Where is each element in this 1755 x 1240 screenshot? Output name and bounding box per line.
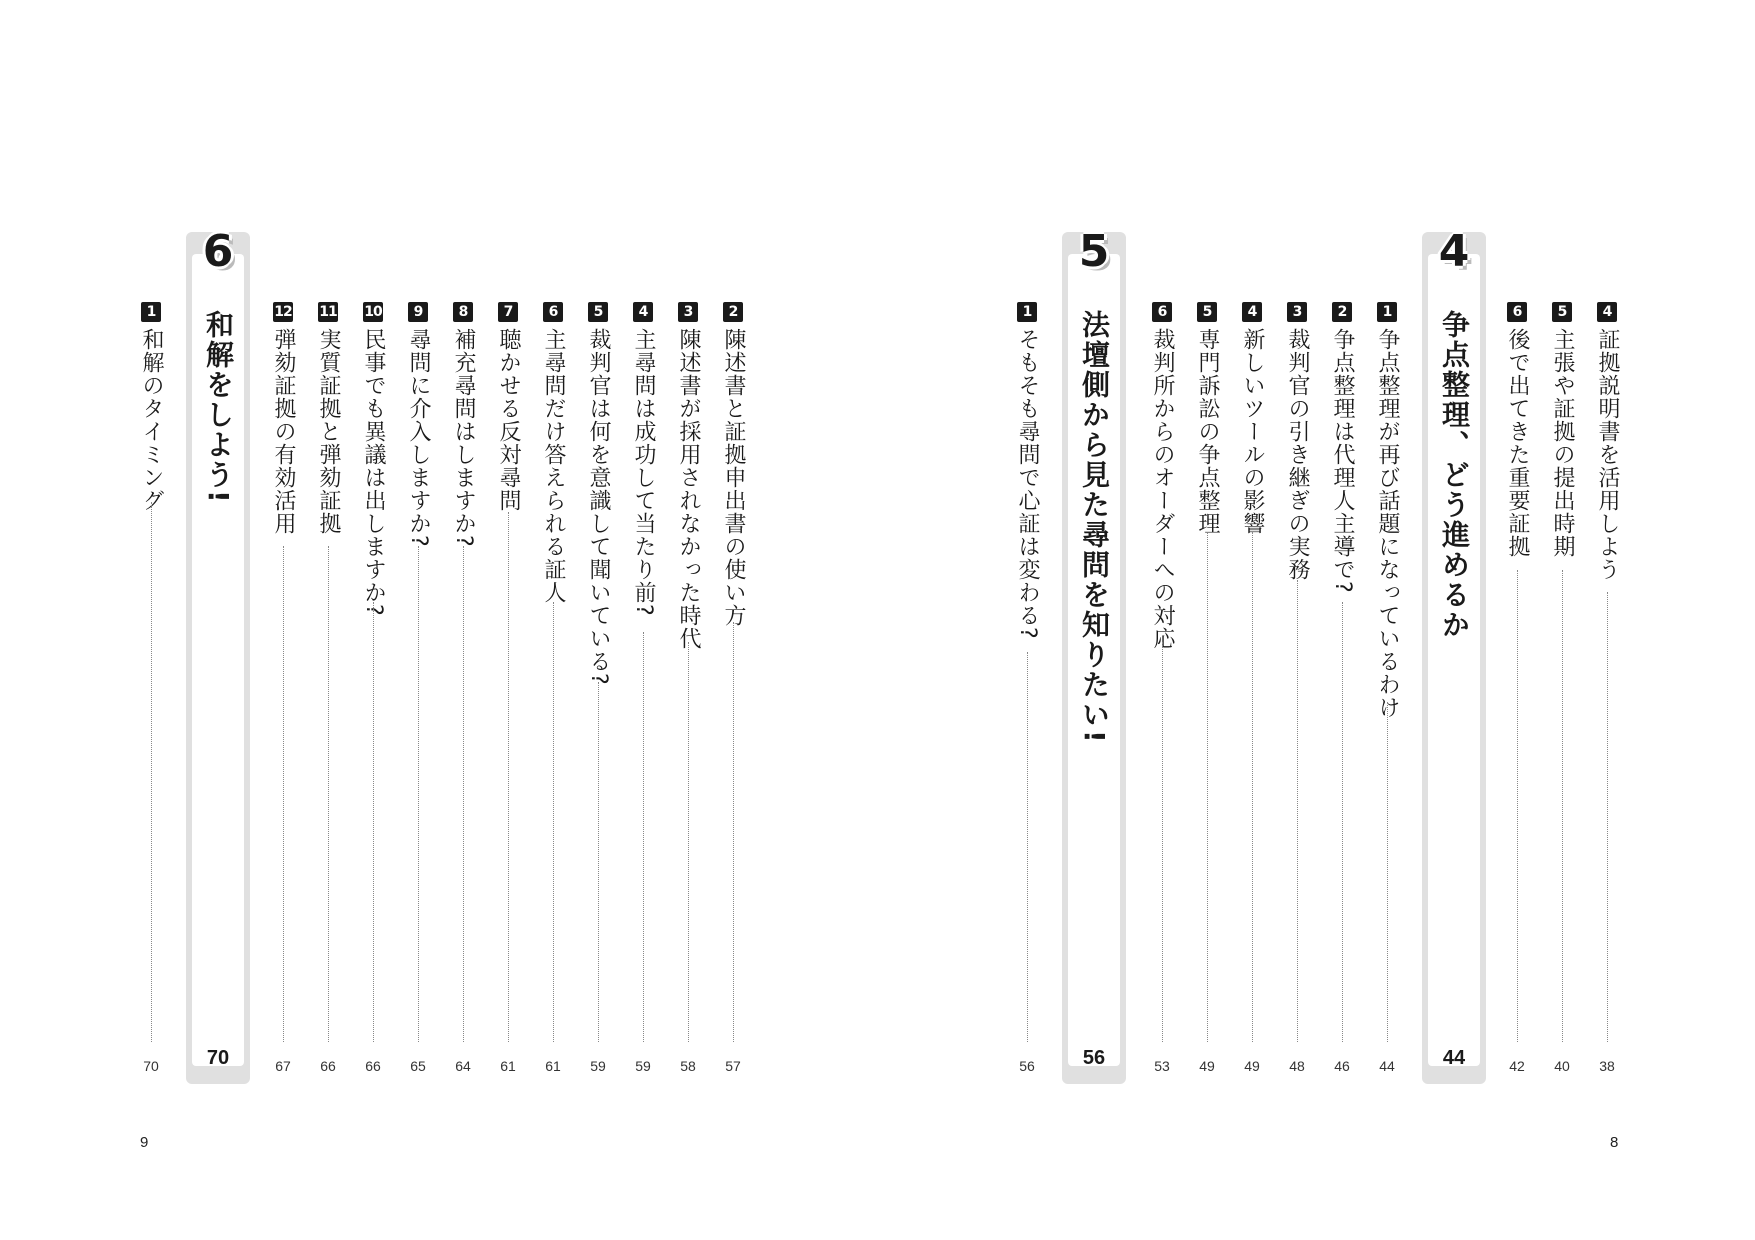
toc-entry-page: 44 — [1379, 1058, 1395, 1074]
dot-leader — [598, 682, 599, 1042]
dot-leader — [1027, 652, 1028, 1042]
toc-entry-title: 新しいツールの影響 — [1240, 328, 1265, 535]
dot-leader — [1517, 570, 1518, 1042]
toc-entry[interactable] — [578, 302, 618, 1082]
toc-entry[interactable] — [308, 302, 348, 1082]
toc-entry-page: 59 — [635, 1058, 651, 1074]
toc-entry-title: 和解のタイミング — [139, 328, 164, 512]
dot-leader — [733, 622, 734, 1042]
item-number-badge: 7 — [498, 302, 518, 322]
toc-entry-title: 後で出てきた重要証拠 — [1505, 328, 1530, 558]
toc-entry[interactable] — [1187, 302, 1227, 1082]
item-number-badge: 12 — [274, 304, 292, 320]
item-number-badge: 1 — [1017, 302, 1037, 322]
toc-entry-page: 42 — [1509, 1058, 1525, 1074]
toc-entry-title: 弾劾証拠の有効活用 — [271, 328, 296, 535]
toc-entry-page: 66 — [320, 1058, 336, 1074]
dot-leader — [1297, 580, 1298, 1042]
toc-entry-page: 48 — [1289, 1058, 1305, 1074]
dot-leader — [1342, 602, 1343, 1042]
chapter-5-tab[interactable] — [1062, 226, 1126, 1084]
item-number-badge: 3 — [678, 302, 698, 322]
toc-entry-page: 65 — [410, 1058, 426, 1074]
toc-entry-page: 66 — [365, 1058, 381, 1074]
item-number-badge: 8 — [453, 302, 473, 322]
chapter-6-tab[interactable] — [186, 226, 250, 1084]
toc-entry[interactable] — [488, 302, 528, 1082]
item-number-badge: 6 — [1507, 302, 1527, 322]
dot-leader — [283, 546, 284, 1042]
toc-entry-title: 主尋問だけ答えられる証人 — [541, 328, 566, 604]
toc-entry[interactable] — [623, 302, 663, 1082]
toc-entry[interactable] — [1367, 302, 1407, 1082]
toc-entry[interactable] — [1587, 302, 1627, 1082]
toc-entry-page: 49 — [1244, 1058, 1260, 1074]
toc-entry-page: 61 — [545, 1058, 561, 1074]
item-number-badge: 3 — [1287, 302, 1307, 322]
toc-entry-page: 38 — [1599, 1058, 1615, 1074]
toc-entry[interactable] — [713, 302, 753, 1082]
toc-entry-title: 主張や証拠の提出時期 — [1550, 328, 1575, 558]
chapter-page: 70 — [206, 1047, 230, 1069]
item-number-badge: 6 — [543, 302, 563, 322]
dot-leader — [553, 602, 554, 1042]
toc-entry-page: 49 — [1199, 1058, 1215, 1074]
toc-entry-title: 陳述書が採用されなかった時代 — [676, 328, 701, 650]
chapter-page: 56 — [1082, 1047, 1106, 1069]
toc-entry-page: 64 — [455, 1058, 471, 1074]
dot-leader — [508, 512, 509, 1042]
item-number-badge: 2 — [723, 302, 743, 322]
toc-entry[interactable] — [353, 302, 393, 1082]
toc-entry-page: 59 — [590, 1058, 606, 1074]
item-number-badge: 2 — [1332, 302, 1352, 322]
toc-entry-page: 53 — [1154, 1058, 1170, 1074]
dot-leader — [1607, 592, 1608, 1042]
toc-entry[interactable] — [443, 302, 483, 1082]
dot-leader — [1207, 532, 1208, 1042]
toc-entry[interactable] — [1142, 302, 1182, 1082]
item-number-badge: 5 — [1197, 302, 1217, 322]
toc-entry-title: 尋問に介入しますか? — [406, 328, 431, 548]
dot-leader — [1162, 642, 1163, 1042]
chapter-title: 和解をしよう! — [202, 310, 235, 505]
dot-leader — [418, 546, 419, 1042]
item-number-badge: 4 — [633, 302, 653, 322]
toc-entry-title: 争点整理が再び話題になっているわけ — [1375, 328, 1400, 719]
chapter-page: 44 — [1442, 1047, 1466, 1069]
toc-entry-page: 56 — [1019, 1058, 1035, 1074]
toc-entry-title: 裁判官は何を意識して聞いている? — [586, 328, 611, 686]
toc-entry-title: 補充尋問はしますか? — [451, 328, 476, 548]
toc-entry[interactable] — [1542, 302, 1582, 1082]
item-number-badge: 6 — [1152, 302, 1172, 322]
toc-entry-title: そもそも尋問で心証は変わる? — [1015, 328, 1040, 640]
dot-leader — [643, 632, 644, 1042]
toc-entry[interactable] — [1007, 302, 1047, 1082]
dot-leader — [151, 502, 152, 1042]
toc-entry[interactable] — [1497, 302, 1537, 1082]
toc-entry-page: 58 — [680, 1058, 696, 1074]
toc-entry-title: 裁判所からのオーダーへの対応 — [1150, 328, 1175, 650]
dot-leader — [463, 546, 464, 1042]
toc-entry-title: 証拠説明書を活用しよう — [1595, 328, 1620, 581]
toc-entry-title: 主尋問は成功して当たり前? — [631, 328, 656, 617]
item-number-badge: 5 — [1552, 302, 1572, 322]
chapter-number: 6 — [202, 226, 234, 277]
dot-leader — [328, 546, 329, 1042]
toc-entry-page: 57 — [725, 1058, 741, 1074]
toc-entry[interactable] — [668, 302, 708, 1082]
toc-entry-title: 民事でも異議は出しますか? — [361, 328, 386, 617]
item-number-badge: 4 — [1597, 302, 1617, 322]
toc-entry[interactable] — [1232, 302, 1272, 1082]
toc-entry-page: 46 — [1334, 1058, 1350, 1074]
dot-leader — [1562, 570, 1563, 1042]
chapter-number: 4 — [1438, 226, 1470, 277]
toc-entry[interactable] — [263, 302, 303, 1082]
toc-entry-title: 裁判官の引き継ぎの実務 — [1285, 328, 1310, 581]
toc-entry-title: 専門訴訟の争点整理 — [1195, 328, 1220, 535]
dot-leader — [688, 642, 689, 1042]
toc-entry-title: 争点整理は代理人主導で? — [1330, 328, 1355, 594]
item-number-badge: 4 — [1242, 302, 1262, 322]
toc-entry[interactable] — [131, 302, 171, 1082]
toc-entry[interactable] — [533, 302, 573, 1082]
toc-entry[interactable] — [398, 302, 438, 1082]
toc-entry-page: 40 — [1554, 1058, 1570, 1074]
toc-entry-title: 陳述書と証拠申出書の使い方 — [721, 328, 746, 627]
toc-entry[interactable] — [1277, 302, 1317, 1082]
chapter-title: 争点整理、どう進めるか — [1438, 310, 1471, 640]
chapter-title: 法壇側から見た尋問を知りたい! — [1078, 310, 1111, 745]
item-number-badge: 1 — [1377, 302, 1397, 322]
page-folio: 8 — [1610, 1134, 1619, 1151]
toc-entry-title: 実質証拠と弾劾証拠 — [316, 328, 341, 535]
item-number-badge: 10 — [364, 304, 382, 320]
item-number-badge: 9 — [408, 302, 428, 322]
toc-entry[interactable] — [1322, 302, 1362, 1082]
dot-leader — [1387, 702, 1388, 1042]
toc-entry-page: 61 — [500, 1058, 516, 1074]
item-number-badge: 5 — [588, 302, 608, 322]
item-number-badge: 11 — [319, 304, 337, 320]
chapter-4-tab[interactable] — [1422, 226, 1486, 1084]
dot-leader — [373, 602, 374, 1042]
page-folio: 9 — [140, 1134, 149, 1151]
item-number-badge: 1 — [141, 302, 161, 322]
chapter-number: 5 — [1078, 226, 1110, 277]
dot-leader — [1252, 532, 1253, 1042]
toc-entry-page: 67 — [275, 1058, 291, 1074]
toc-entry-page: 70 — [143, 1058, 159, 1074]
toc-entry-title: 聴かせる反対尋問 — [496, 328, 521, 512]
